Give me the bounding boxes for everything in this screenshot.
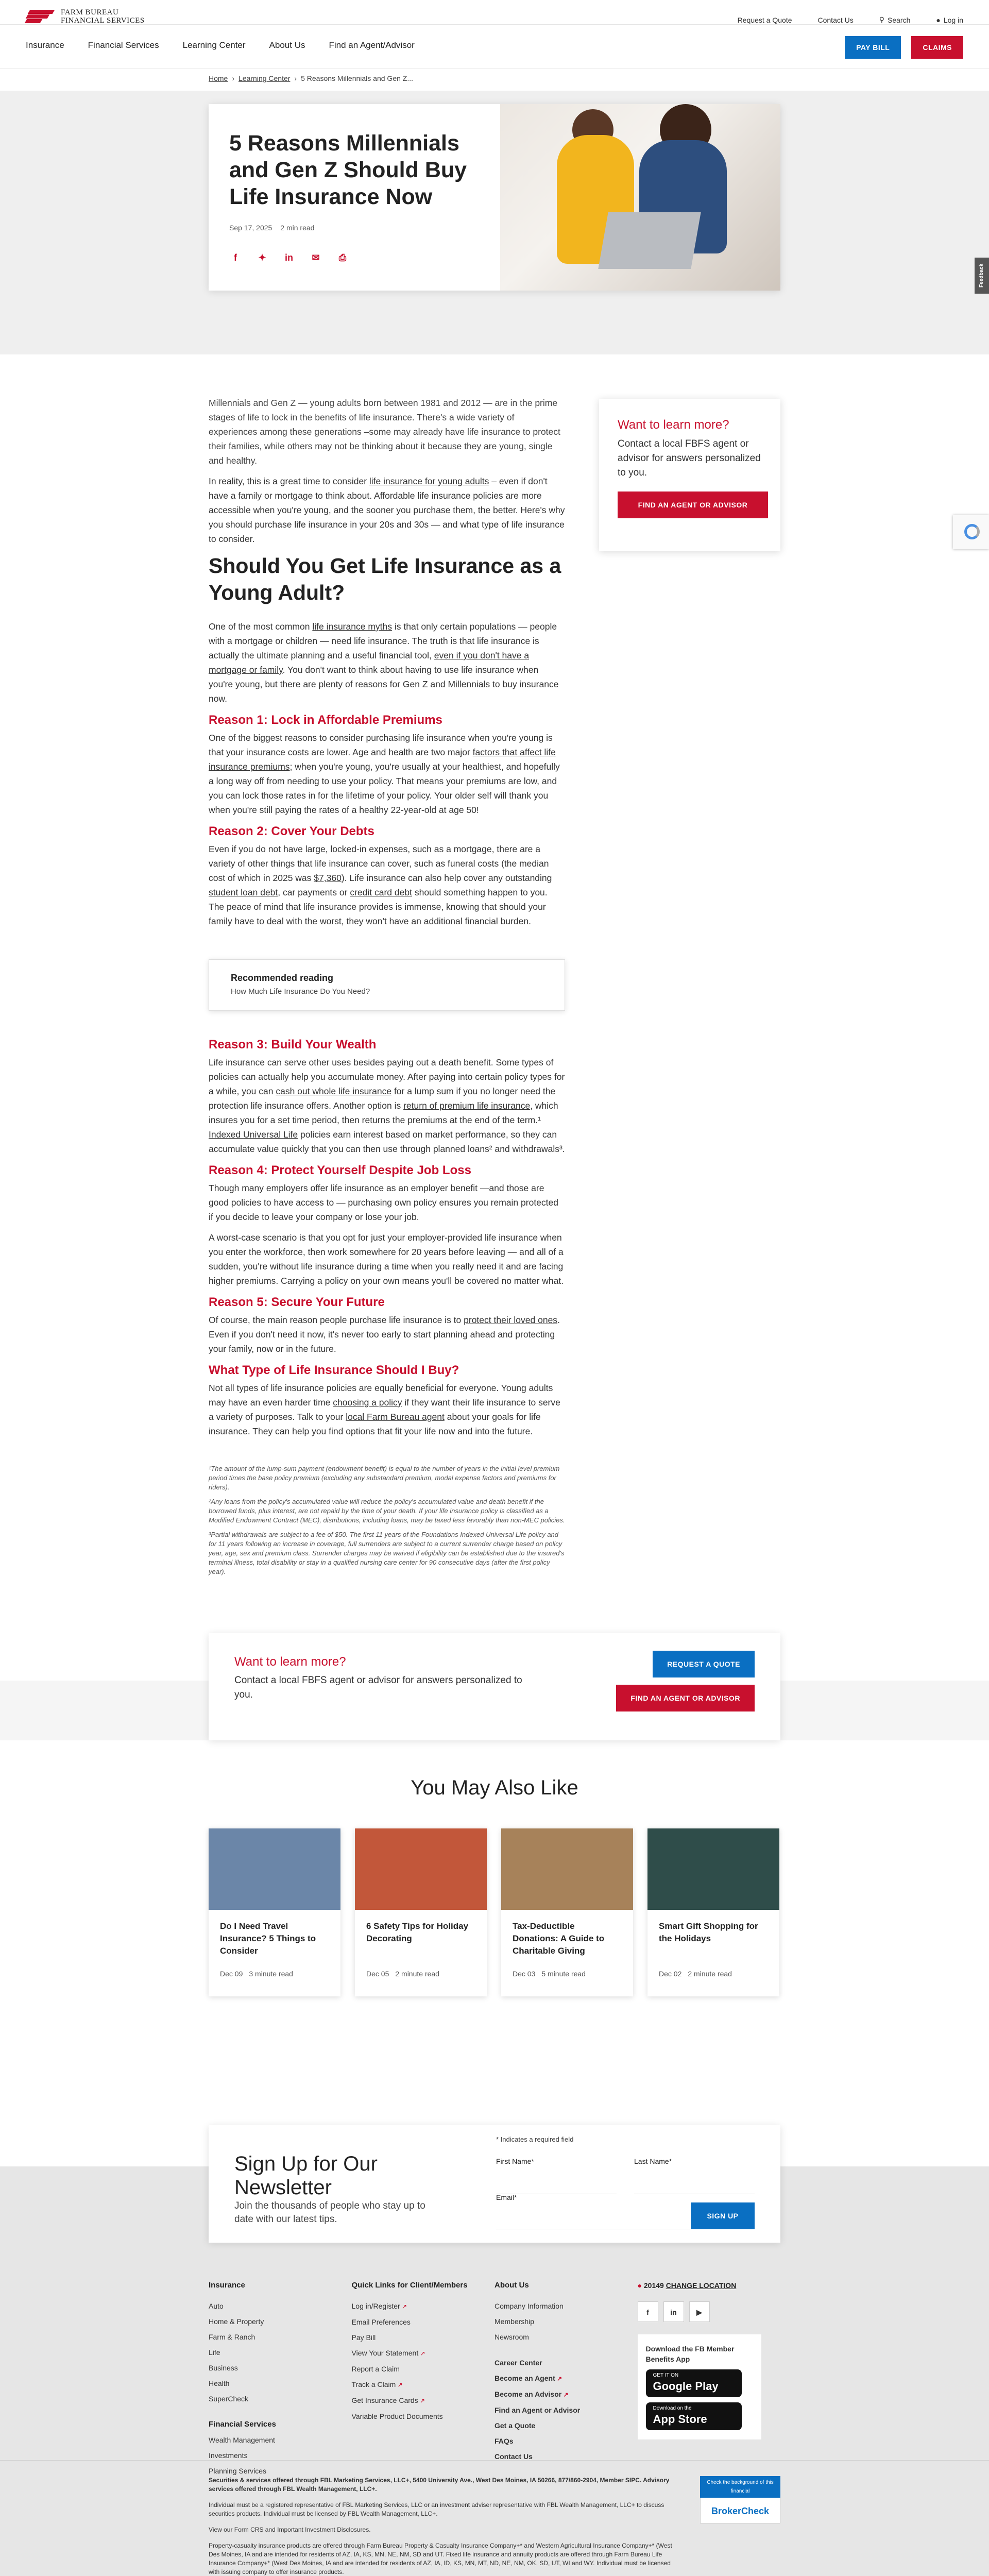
footer-link[interactable]: Get a Quote: [494, 2421, 536, 2430]
footer-link[interactable]: Report a Claim: [351, 2365, 400, 2373]
article-card[interactable]: [355, 1828, 487, 1996]
app-download-box: [638, 2334, 761, 2439]
change-location-link[interactable]: CHANGE LOCATION: [666, 2281, 737, 2290]
print-icon[interactable]: ⎙: [338, 252, 347, 263]
footer-link[interactable]: View Your Statement ↗: [352, 2345, 495, 2361]
google-play-button[interactable]: GET IT ON Google Play: [646, 2369, 742, 2397]
link-choosing-policy[interactable]: choosing a policy: [333, 1397, 402, 1408]
article-paragraph: Of course, the main reason people purchase life insurance is to protect their loved ones. Even if you don't need it now, it's never too early to start planning ahead and protecting your family, now or in the future.: [209, 1315, 560, 1354]
article-paragraph: A worst-case scenario is that you opt for just your employer-provided life insurance when you enter the workforce, then work somewhere for 20 years before leaving — and all of a sudden, you're without life insurance during a time when you really need it and are facing higher premiums. Carrying a policy on your own means you'll be covered no matter what.: [209, 1232, 564, 1286]
card-image: [647, 1828, 779, 1910]
article-paragraph: Though many employers offer life insurance as an employer benefit —and those are good policies to have access to — purchasing own policy ensures you remain protected if you decide to leave your company or lose your job.: [209, 1183, 558, 1222]
cta-section: [0, 1633, 989, 1740]
card-date: Dec 05: [366, 1970, 389, 1978]
hero-card: [209, 104, 780, 291]
sidebar-body: Contact a local FBFS agent or advisor for answers personalized to you.: [618, 438, 761, 478]
article-body: [209, 396, 565, 1577]
hero-image: [500, 104, 780, 291]
footer-link[interactable]: Membership: [494, 2317, 535, 2326]
footer-link[interactable]: Become an Advisor ↗: [494, 2386, 638, 2402]
article-paragraph: Life insurance can serve other uses besides paying out a death benefit. Some types of policies can actually help you accumulate money. After paying into certain policy types for a while, you can cash out whole life insurance for a lump sum if you no longer need the protection life insurance offers. Another option is return of premium life insurance, which insures you for a set time period, then returns the premiums at the end of the term.¹ Indexed Universal Life policies earn interest based on market performance, so they can accumulate value quickly that you can then use through planned loans² and withdrawals³.: [209, 1057, 565, 1154]
article-card[interactable]: [647, 1828, 779, 1996]
reason-heading: Reason 3: Build Your Wealth: [209, 1038, 377, 1052]
link-return-premium[interactable]: return of premium life insurance: [403, 1100, 531, 1111]
search-link[interactable]: [879, 15, 911, 24]
footer-link[interactable]: Auto: [209, 2302, 224, 2310]
link-myths[interactable]: life insurance myths: [312, 621, 392, 632]
user-icon: ●: [936, 15, 941, 24]
footer-col-insurance: [209, 2278, 352, 2479]
footer-link[interactable]: Log in/Register ↗: [352, 2298, 495, 2314]
location-zip: 20149: [643, 2281, 664, 2290]
card-date: Dec 02: [659, 1970, 682, 1978]
twitter-icon[interactable]: ✦: [258, 252, 266, 263]
contact-us-link[interactable]: Contact Us: [817, 15, 854, 24]
nav-financial-services[interactable]: Financial Services: [88, 40, 159, 50]
article-card[interactable]: [209, 1828, 340, 1996]
footer-heading: Quick Links for Client/Members: [351, 2281, 468, 2290]
cta-body: Contact a local FBFS agent or advisor for answers personalized to you.: [234, 1675, 522, 1700]
find-agent-button[interactable]: FIND AN AGENT OR ADVISOR: [618, 492, 768, 518]
footnote: ¹The amount of the lump-sum payment (endowment benefit) is equal to the number of years in the initial level premium period times the base policy premium (excluding any substandard premium, modal expense factors and premiums for riders).: [209, 1465, 560, 1491]
link-credit-card[interactable]: credit card debt: [350, 887, 412, 897]
location-pin-icon: ●: [637, 2281, 642, 2290]
footer-link[interactable]: Farm & Ranch: [209, 2333, 255, 2341]
article-paragraph: One of the biggest reasons to consider purchasing life insurance when you're young is that your insurance costs are lower. Age and health are two major factors that affect life insurance premiums; when you're young, you're usually at your healthiest, and hopefully a long way off from needing to use your policy. That means your premiums are low, and you can lock those rates in for the lifetime of your policy. Your older self will thank you when you're still paying the rates of a healthy 22-year-old at age 50!: [209, 733, 560, 815]
recommended-link[interactable]: How Much Life Insurance Do You Need?: [231, 987, 370, 996]
breadcrumb-learning-center[interactable]: Learning Center: [238, 74, 291, 82]
link-protect-loved-ones[interactable]: protect their loved ones: [464, 1315, 558, 1325]
search-icon: ⚲: [879, 15, 885, 24]
publish-date: Sep 17, 2025: [229, 224, 272, 232]
article-paragraph: In reality, this is a great time to consider life insurance for young adults – even if don't have a family or mortgage to think about. Affordable life insurance policies are more accessible when you're young, and the sooner you purchase them, the better. Here's why you should purchase life insurance in your 20s and 30s — and what type of life insurance to consider.: [209, 476, 565, 544]
link-funeral-cost[interactable]: $7,360: [314, 873, 342, 883]
footer-link[interactable]: Email Preferences: [351, 2318, 411, 2326]
link-life-insurance-young-adults[interactable]: life insurance for young adults: [369, 476, 489, 486]
cta-title: Want to learn more?: [234, 1655, 346, 1669]
last-name-label: Last Name*: [634, 2157, 672, 2165]
find-agent-button[interactable]: FIND AN AGENT OR ADVISOR: [616, 1685, 755, 1711]
footer-link[interactable]: FAQs: [494, 2437, 514, 2445]
reason-heading: Reason 5: Secure Your Future: [209, 1295, 385, 1309]
facebook-icon[interactable]: f: [234, 252, 237, 263]
card-read-time: 2 minute read: [688, 1970, 732, 1978]
legal-text: Property-casualty insurance products are offered through Farm Bureau Property & Casualty Insurance Company+* and Western Agricultural Insurance Company+* (West Des Moines, IA and are intended for residents of AZ, IA, KS, MN, NE, NM, SD and UT. Fixed life insurance and annuity products are offered through Farm Bureau Life Insurance Company+* (West Des Moines, IA and are intended for residents of AZ, IA, ID, KS, MN, MT, ND, NE, NM, OK, SD, UT, WI and WY. Individual must be licensed with issuing company to offer insurance products.: [209, 2542, 672, 2575]
footer-link[interactable]: Become an Agent ↗: [494, 2370, 638, 2386]
claims-button[interactable]: CLAIMS: [911, 36, 963, 59]
article-section: [209, 354, 780, 1577]
search-label: Search: [888, 15, 911, 24]
facebook-icon[interactable]: f: [638, 2301, 658, 2322]
footer-link[interactable]: SuperCheck: [209, 2395, 249, 2403]
footnote: ³Partial withdrawals are subject to a fee of $50. The first 11 years of the Foundations Indexed Universal Life policy and for 11 years following an increase in coverage, full surrenders are subject to a current surrender charge based on policy year, age, sex and premium class. Surrender charges may be waived if eligibility can be established due to the insured's terminal illness, total disability or stay in a qualified nursing care center for 90 consecutive days (after the first policy year).: [209, 1531, 565, 1575]
youtube-icon[interactable]: ▶: [689, 2301, 710, 2322]
sign-up-button[interactable]: SIGN UP: [691, 2202, 755, 2229]
related-heading: You May Also Like: [411, 1776, 578, 1799]
logo-text-line2: FINANCIAL SERVICES: [61, 16, 145, 25]
linkedin-icon[interactable]: in: [663, 2301, 684, 2322]
app-store-button[interactable]: Download on the App Store: [646, 2402, 742, 2430]
card-read-time: 3 minute read: [249, 1970, 293, 1978]
link-local-agent[interactable]: local Farm Bureau agent: [346, 1412, 445, 1422]
card-title: Do I Need Travel Insurance? 5 Things to Consider: [220, 1921, 316, 1956]
nav-find-agent[interactable]: Find an Agent/Advisor: [329, 40, 415, 50]
article-paragraph: Even if you do not have large, locked-in expenses, such as a mortgage, there are a variety of other things that life insurance can cover, such as funeral costs (the median cost of which in 2025 was $7,360). Life insurance can also help cover any outstanding student loan debt, car payments or credit card debt should something happen to you. The peace of mind that life insurance provides is immense, knowing that should your family have to deal with the worst, they won't have an additional financial burden.: [209, 844, 552, 926]
footnote: ²Any loans from the policy's accumulated value will reduce the policy's accumulated value and death benefit if the borrowed funds, plus interest, are not repaid by the time of your death. If your life insurance policy is classified as a Modified Endowment Contract (MEC), distributions, including loans, may be taxed less favorably than non-MEC policies.: [209, 1498, 565, 1524]
related-articles: [209, 1740, 780, 1996]
footer-link[interactable]: Wealth Management: [209, 2436, 275, 2444]
newsletter-subtitle: Join the thousands of people who stay up to date with our latest tips.: [234, 2200, 425, 2225]
first-name-field[interactable]: [496, 2167, 617, 2194]
nav-insurance[interactable]: Insurance: [26, 40, 64, 50]
newsletter-title: Sign Up for Our Newsletter: [234, 2153, 378, 2199]
footer-link[interactable]: Life: [209, 2348, 220, 2357]
card-title: Tax-Deductible Donations: A Guide to Charitable Giving: [513, 1921, 605, 1956]
nav-learning-center[interactable]: Learning Center: [182, 40, 246, 50]
feedback-tab[interactable]: Feedback: [975, 258, 989, 294]
footer-link[interactable]: Track a Claim ↗: [352, 2377, 495, 2393]
card-read-time: 2 minute read: [395, 1970, 439, 1978]
link-no-mortgage[interactable]: even if you don't have a mortgage or family: [209, 650, 530, 675]
footer-link[interactable]: Planning Services: [209, 2467, 267, 2475]
breadcrumb: Home › Learning Center › 5 Reasons Millennials and Gen Z...: [209, 74, 413, 82]
footer-link[interactable]: Home & Property: [209, 2317, 264, 2326]
login-label: Log in: [943, 15, 963, 24]
footer-link[interactable]: Find an Agent or Advisor: [494, 2406, 581, 2414]
footer-link[interactable]: Newsroom: [494, 2333, 529, 2341]
footer-heading: About Us: [494, 2281, 529, 2290]
logo-mark-icon: [26, 10, 56, 23]
email-label: Email*: [496, 2193, 517, 2201]
link-premium-factors[interactable]: factors that affect life insurance premiums: [209, 747, 556, 772]
footer-col-quick-links: [352, 2278, 495, 2479]
card-title: 6 Safety Tips for Holiday Decorating: [366, 1921, 469, 1943]
cta-card: [209, 1633, 780, 1740]
footer-link[interactable]: Get Insurance Cards ↗: [352, 2393, 495, 2409]
footer-link[interactable]: Investments: [209, 2451, 248, 2460]
footer-link[interactable]: Company Information: [494, 2302, 564, 2310]
section-heading: Should You Get Life Insurance as a Young Adult?: [209, 554, 561, 604]
request-quote-link[interactable]: Request a Quote: [737, 15, 792, 24]
footer-col-location: [638, 2278, 781, 2479]
email-icon[interactable]: ✉: [312, 252, 320, 263]
article-paragraph: One of the most common life insurance myths is that only certain populations — people with a mortgage or children — need life insurance. The truth is that life insurance is actually the ultimate planning and a useful financial tool, even if you don't have a mortgage or family. You don't want to think about having to use life insurance when you're young, but there are plenty of reasons for Gen Z and Millennials to buy insurance now.: [209, 621, 559, 704]
article-card[interactable]: [501, 1828, 633, 1996]
breadcrumb-current: 5 Reasons Millennials and Gen Z...: [301, 74, 413, 82]
recaptcha-badge-icon[interactable]: [953, 515, 989, 549]
legal-text: Securities & services offered through FBL Marketing Services, LLC+, 5400 University Ave., West Des Moines, IA 50266, 877/860-2904, Member SIPC. Advisory services offered through FBL Wealth Management, LLC+.: [209, 2477, 670, 2493]
logo-text-line1: FARM BUREAU: [61, 8, 119, 16]
card-date: Dec 03: [513, 1970, 536, 1978]
legal-text: View our Form CRS and Important Investment Disclosures.: [209, 2526, 371, 2533]
recommended-reading: [209, 959, 565, 1011]
share-icons: [229, 251, 480, 264]
logo[interactable]: [26, 8, 145, 25]
read-time: 2 min read: [280, 224, 315, 232]
pay-bill-button[interactable]: PAY BILL: [845, 36, 901, 59]
sidebar-title: Want to learn more?: [618, 418, 729, 432]
sidebar-cta: [599, 399, 780, 551]
newsletter-card: [209, 2125, 780, 2243]
card-image: [501, 1828, 633, 1910]
newsletter-section: [0, 2125, 989, 2475]
link-student-loan[interactable]: student loan debt: [209, 887, 278, 897]
footnotes: [209, 1464, 565, 1577]
reason-heading: Reason 4: Protect Yourself Despite Job Loss: [209, 1163, 471, 1177]
request-quote-button[interactable]: REQUEST A QUOTE: [653, 1651, 755, 1677]
reason-heading: What Type of Life Insurance Should I Buy?: [209, 1363, 459, 1377]
footer-link[interactable]: Health: [209, 2379, 230, 2387]
card-title: Smart Gift Shopping for the Holidays: [659, 1921, 758, 1943]
login-link[interactable]: [936, 15, 963, 24]
footer-heading: Insurance: [209, 2281, 245, 2290]
legal-text: Individual must be a registered representative of FBL Marketing Services, LLC or an investment adviser representative with FBL Wealth Management, LLC+ to discuss securities products. Individual must be licensed by FBL Wealth Management, LLC+.: [209, 2501, 664, 2517]
recommended-title: Recommended reading: [231, 973, 334, 983]
breadcrumb-home[interactable]: Home: [209, 74, 228, 82]
app-title: Download the FB Member Benefits App: [645, 2345, 735, 2363]
article-paragraph: Not all types of life insurance policies are equally beneficial for everyone. Young adults may have an even harder time choosing a policy if they want their life insurance to serve a variety of purposes. Talk to your local Farm Bureau agent about your goals for life insurance. They can help you find options that fit your life now and into the future.: [209, 1383, 560, 1436]
link-cash-out[interactable]: cash out whole life insurance: [276, 1086, 392, 1096]
card-date: Dec 09: [220, 1970, 243, 1978]
utility-links: [738, 15, 963, 24]
top-utility-bar: [0, 0, 989, 25]
footer-link[interactable]: Business: [209, 2364, 238, 2372]
reason-heading: Reason 2: Cover Your Debts: [209, 824, 374, 838]
page-title: 5 Reasons Millennials and Gen Z Should Buy Life Insurance Now: [229, 131, 467, 209]
first-name-label: First Name*: [496, 2157, 534, 2165]
footer-heading: Financial Services: [209, 2420, 276, 2429]
footer-col-about: [494, 2278, 638, 2479]
card-image: [355, 1828, 487, 1910]
main-nav: [0, 25, 989, 69]
footer-link[interactable]: Pay Bill: [351, 2333, 376, 2342]
article-paragraph: Millennials and Gen Z — young adults born between 1981 and 2012 — are in the prime stages of life to lock in the benefits of life insurance. There's a wide variety of experiences among these generations –some may already have life insurance to protect their families, while others may not be thinking about it because they are young, single and healthy.: [209, 398, 560, 466]
email-field[interactable]: [496, 2202, 692, 2229]
linkedin-icon[interactable]: in: [285, 252, 293, 263]
footer-link[interactable]: Career Center: [494, 2359, 542, 2367]
reason-heading: Reason 1: Lock in Affordable Premiums: [209, 713, 442, 727]
nav-about-us[interactable]: About Us: [269, 40, 305, 50]
last-name-field[interactable]: [634, 2167, 755, 2194]
card-image: [209, 1828, 340, 1910]
card-read-time: 5 minute read: [541, 1970, 586, 1978]
link-iul[interactable]: Indexed Universal Life: [209, 1129, 298, 1140]
footer-link[interactable]: Contact Us: [494, 2452, 533, 2461]
required-note: * Indicates a required field: [496, 2136, 574, 2143]
footer: [0, 2278, 989, 2479]
brokercheck-badge[interactable]: Check the background of this financial BrokerCheck: [700, 2476, 780, 2520]
hero-section: [0, 91, 989, 354]
footer-link[interactable]: Variable Product Documents: [351, 2412, 443, 2420]
